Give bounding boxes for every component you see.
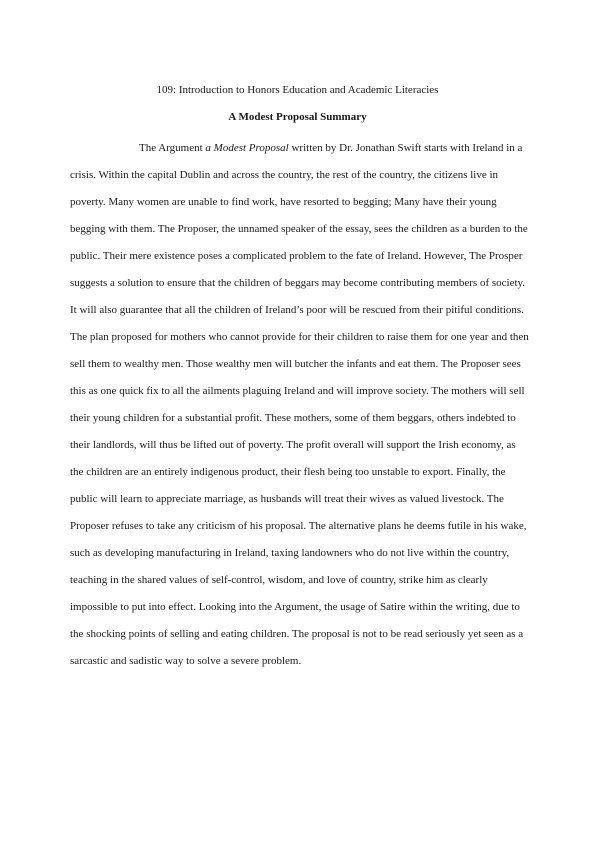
paragraph-lead-text: The Argument	[139, 142, 206, 154]
paragraph-body-text: written by Dr. Jonathan Swift starts with Ireland in a crisis. Within the capital Dublin and across the country, the rest of the country, the citizens live in poverty. Many women are unable to find work, have resorted to begging; Many have their young begging with them. The Proposer, the unnamed speaker of the essay, sees the children as a burden to the public. Their mere existence poses a complicated problem to the fate of Ireland. However, The Prosper suggests a solution to ensure that the children of beggars may become contributing members of society. It will also guarantee that all the children of Ireland’s poor will be rescued from their pitiful conditions. The plan proposed for mothers who cannot provide for their children to raise them for one year and then sell them to wealthy men. Those wealthy men will butcher the infants and eat them. The Proposer sees this as one quick fix to all the ailments plaguing Ireland and will improve society. The mothers will sell their young children for a substantial profit. These mothers, some of them beggars, others indebted to their landlords, will thus be lifted out of poverty. The profit overall will support the Irish economy, as the children are an entirely indigenous product, their flesh being too unstable to export. Finally, the public will learn to appreciate marriage, as husbands will treat their wives as valued livestock. The Proposer refuses to take any criticism of his proposal. The alternative plans he deems futile in his wake, such as developing manufacturing in Ireland, taxing landowners who do not live within the country, teaching in the shared values of self-control, wisdom, and love of country, strike him as clearly impossible to put into effect. Looking into the Argument, the usage of Satire within the writing, due to the shocking points of selling and eating children. The proposal is not to be read seriously yet seen as a sarcastic and sadistic way to solve a severe problem.	[70, 142, 529, 667]
document-title: A Modest Proposal Summary	[228, 111, 367, 123]
paragraph-italic-title: a Modest Proposal	[205, 142, 289, 154]
summary-paragraph	[70, 135, 530, 675]
course-line: 109: Introduction to Honors Education and Academic Literacies	[156, 84, 439, 96]
